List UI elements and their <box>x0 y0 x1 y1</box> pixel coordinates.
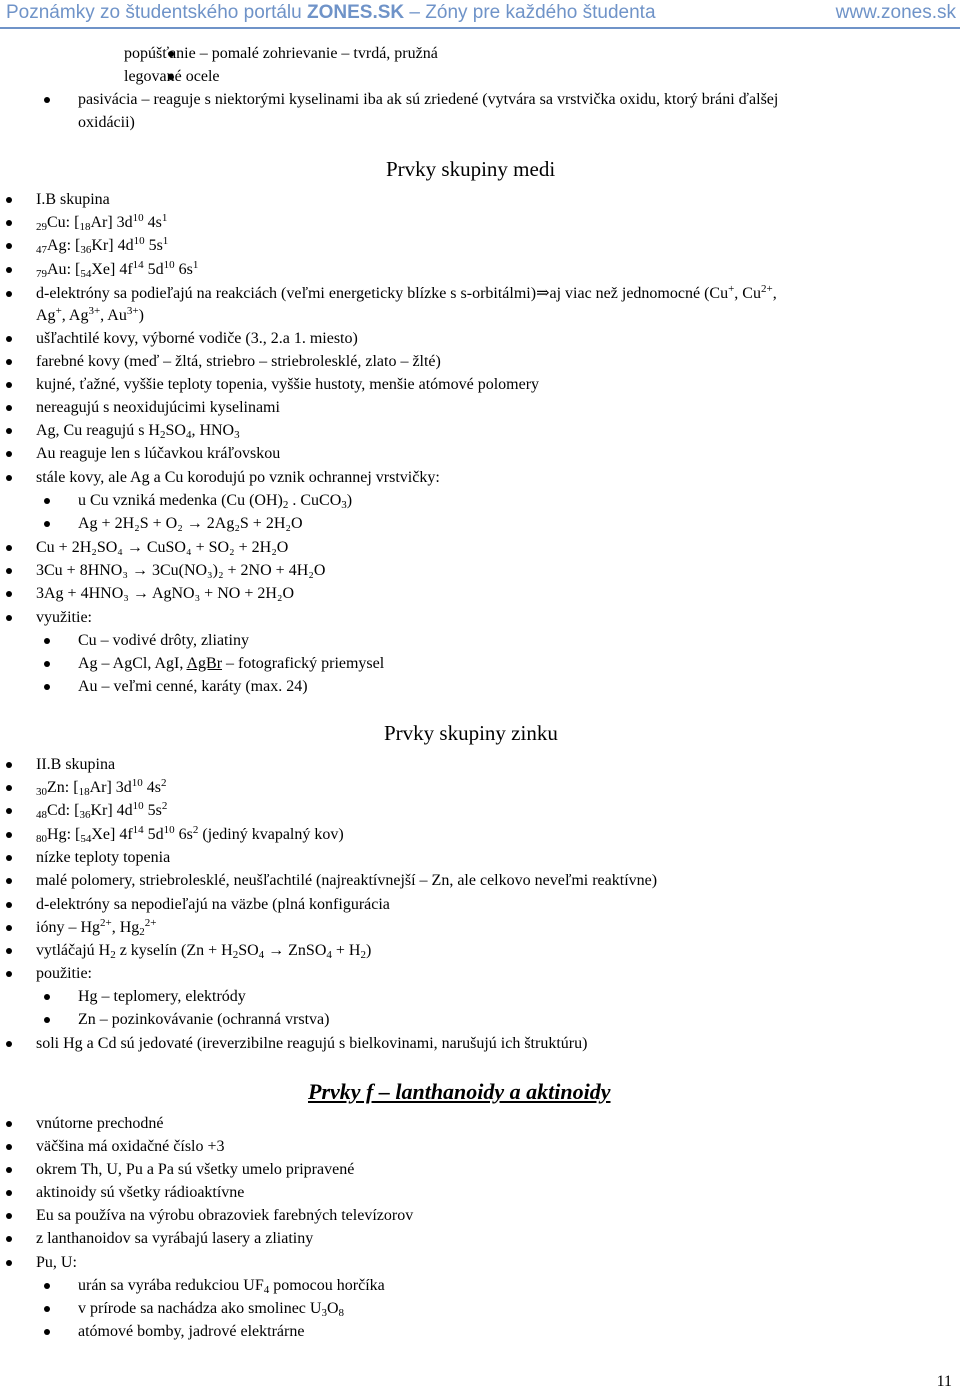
list-item-part: 3 <box>341 499 347 511</box>
config-au-c3: 6s <box>178 261 193 278</box>
list-item-part: Hg – teplomery, elektródy <box>78 988 246 1005</box>
config-zn-e2: 2 <box>161 777 167 789</box>
config-au-z: 79 <box>36 268 47 280</box>
reaction <box>36 561 325 581</box>
bullet <box>44 1306 50 1312</box>
list-item-part: I.B skupina <box>36 191 110 208</box>
list-item-part: → <box>264 942 289 959</box>
config-cd-e1: 10 <box>132 800 144 812</box>
config-cu-c2: 4s <box>147 214 162 231</box>
list-item-part: 4 <box>185 429 192 441</box>
list-item-part: aj viac než jednomocné (Cu <box>549 285 729 302</box>
list-item-part: 4 <box>258 949 265 961</box>
section-title-zinku: Prvky skupiny zinku <box>384 721 558 745</box>
bullet <box>6 267 12 273</box>
list-item-part: AgBr <box>186 655 223 672</box>
list-item <box>78 1010 329 1030</box>
config-au-c1: 4f <box>119 261 133 278</box>
list-item-part: Ag, Cu reagujú s H <box>36 422 160 439</box>
bullet <box>44 661 50 667</box>
list-item-continuation-part: 3+ <box>126 305 139 317</box>
bullet <box>6 878 12 884</box>
list-item <box>78 1322 304 1342</box>
config-zn-c1: 3d <box>115 779 132 796</box>
list-item <box>36 352 441 372</box>
config-cd-core-z: 36 <box>79 809 91 821</box>
list-item-part: 2 <box>139 926 145 938</box>
list-item-part: vnútorne prechodné <box>36 1115 164 1132</box>
bullet <box>6 785 12 791</box>
config-zn-core-z: 18 <box>78 786 90 798</box>
bullet <box>6 832 12 838</box>
list-item-part: Eu sa používa na výrobu obrazoviek farebných televízorov <box>36 1207 414 1224</box>
config-ag-sym: Ag <box>47 237 67 254</box>
list-item-part: ⇒ <box>536 285 550 302</box>
config-cu-core: Ar <box>90 214 108 231</box>
header-prefix: Poznámky zo študentského portálu <box>6 2 308 23</box>
config-au-c2: 5d <box>147 261 164 278</box>
list-item-part: nereagujú s neoxidujúcimi kyselinami <box>36 399 280 416</box>
config-zn-e1: 10 <box>131 777 143 789</box>
list-item <box>36 755 115 775</box>
config-cu-e2: 1 <box>161 212 168 224</box>
bullet <box>6 1121 12 1127</box>
config-cu-z: 29 <box>36 221 47 233</box>
list-item-part: ) <box>365 942 372 959</box>
list-item-part: ióny – Hg <box>36 919 100 936</box>
config-ag-c1: 4d <box>117 237 134 254</box>
list-item-part: ) <box>346 492 353 509</box>
bullet <box>6 428 12 434</box>
list-item-part: – fotografický priemysel <box>222 655 385 672</box>
bullet <box>44 521 50 527</box>
bullet <box>6 545 12 551</box>
list-item <box>36 444 280 464</box>
list-item <box>36 190 110 210</box>
list-item-part: nízke teploty topenia <box>36 849 171 866</box>
list-item <box>78 631 249 651</box>
list-item <box>36 1034 587 1054</box>
reaction-part: Cu + 2H₂SO₄ → CuSO₄ + SO₂ + 2H₂O <box>36 539 289 556</box>
config-cu: $_{29}$Cu: $[_{18}Ar]$ $3d^{10}$ $4s^1$ <box>36 212 168 233</box>
list-item-part: vytláčajú H <box>36 942 111 959</box>
list-item-continuation-part: , Au <box>100 307 127 324</box>
list-item-continuation-part: + <box>55 305 62 317</box>
header-url[interactable]: www.zones.sk <box>835 2 956 23</box>
config-hg-sym: Hg <box>47 826 67 843</box>
list-item-part: , <box>772 285 777 302</box>
config-hg-e1: 14 <box>132 824 144 836</box>
list-item <box>36 1114 164 1134</box>
bullet <box>44 97 50 103</box>
config-hg-note: (jediný kvapalný kov) <box>198 826 344 843</box>
list-item-part: ušľachtilé kovy, výborné vodiče (3., 2.a 1. miesto) <box>36 330 358 347</box>
config-cd-e2: 2 <box>161 800 168 812</box>
list-item <box>36 398 280 418</box>
config-ag-c2: 5s <box>148 237 163 254</box>
list-item <box>36 895 390 915</box>
list-item-part: 8 <box>338 1307 345 1319</box>
bullet <box>6 1190 12 1196</box>
config-ag-z: 47 <box>36 244 47 256</box>
config-hg-c2: 5d <box>147 826 164 843</box>
list-item <box>36 608 92 628</box>
list-item-part: Pu, U: <box>36 1254 77 1271</box>
config-hg-core-z: 54 <box>80 833 92 845</box>
bullet <box>6 925 12 931</box>
config-au-e1: 14 <box>132 259 144 271</box>
list-item-part: pomocou horčíka <box>269 1277 385 1294</box>
header-brand: ZONES.SK <box>307 2 405 23</box>
config-ag: $_{47}$Ag: $[_{36}Kr]$ $4d^{10}$ $5s^1$ <box>36 235 169 256</box>
bullet <box>44 1017 50 1023</box>
list-item-part: z kyselín (Zn + H <box>115 942 233 959</box>
list-item-part: SO <box>165 422 186 439</box>
list-item-part: pasivácia – reaguje s niektorými kyselinami iba ak sú zriedené (vytvára sa vrstvička oxidu, ktorý bráni ďalšej <box>78 91 779 108</box>
config-zn-c2: 4s <box>146 779 162 796</box>
list-item-part: Ag – AgCl, AgI, <box>78 655 187 672</box>
list-item <box>36 284 777 304</box>
list-item-part: legované ocele <box>124 68 220 85</box>
list-item-continuation-part: ) <box>138 307 144 324</box>
list-item-part: 2+ <box>144 917 157 929</box>
reaction-part: 3Ag + 4HNO₃ → AgNO₃ + NO + 2H₂O <box>36 585 295 602</box>
list-item-part: + <box>728 283 735 295</box>
list-item-part: väčšina má oxidačné číslo +3 <box>36 1138 225 1155</box>
config-cd-z: 48 <box>36 809 47 821</box>
list-item-part: d-elektróny sa nepodieľajú na väzbe (plná konfigurácia <box>36 896 390 913</box>
list-item-part: O <box>326 1300 339 1317</box>
list-item <box>36 375 539 395</box>
list-item-part: 2 <box>232 949 239 961</box>
list-item-part: 2 <box>110 949 116 961</box>
bullet <box>6 243 12 249</box>
bullet <box>6 971 12 977</box>
config-ag-core-z: 36 <box>80 244 92 256</box>
page-number: 11 <box>936 1373 952 1390</box>
config-ag-core: Kr <box>91 237 109 254</box>
list-item-continuation <box>78 113 135 133</box>
list-item-part: SO <box>238 942 259 959</box>
config-cd-sym: Cd <box>47 802 66 819</box>
list-item-part: Au – veľmi cenné, karáty (max. 24) <box>78 678 308 695</box>
bullet <box>6 382 12 388</box>
bullet <box>44 684 50 690</box>
list-item-part: využitie: <box>36 609 92 626</box>
bullet <box>6 1144 12 1150</box>
list-item <box>36 918 157 938</box>
list-item-part: ZnSO <box>288 942 327 959</box>
list-item-continuation-part: 3+ <box>88 305 101 317</box>
bullet <box>6 1213 12 1219</box>
bullet <box>6 1041 12 1047</box>
list-item <box>36 1229 313 1249</box>
list-item-part: okrem Th, U, Pu a Pa sú všetky umelo pripravené <box>36 1161 355 1178</box>
bullet <box>6 359 12 365</box>
reaction <box>36 538 288 558</box>
config-ag-e2: 1 <box>162 235 169 247</box>
bullet <box>44 1283 50 1289</box>
list-item-continuation <box>36 306 144 326</box>
list-item-part: u Cu vzniká medenka (Cu (OH) <box>78 492 283 509</box>
bullet <box>6 902 12 908</box>
list-item <box>36 964 92 984</box>
list-item-part: , Cu <box>734 285 761 302</box>
list-item-part: atómové bomby, jadrové elektrárne <box>78 1323 305 1340</box>
bullet <box>6 568 12 574</box>
list-item <box>124 44 438 64</box>
list-item <box>78 1299 344 1319</box>
list-item-part: Au reaguje len s lúčavkou kráľovskou <box>36 445 281 462</box>
list-item <box>78 1276 385 1296</box>
bullet <box>6 948 12 954</box>
list-item-part: farebné kovy (meď – žltá, striebro – striebrolesklé, zlato – žlté) <box>36 353 441 370</box>
config-cd: $_{48}$Cd: $[_{36}Kr]$ $4d^{10}$ $5s^2$ <box>36 800 168 821</box>
list-item-part: 2 <box>360 949 366 961</box>
config-au-e3: 1 <box>192 259 199 271</box>
bullet <box>6 762 12 768</box>
bullet <box>6 220 12 226</box>
config-au-core: Xe <box>91 261 110 278</box>
list-item-part: + H <box>331 942 361 959</box>
config-cu-e1: 10 <box>132 212 144 224</box>
list-item <box>36 1160 354 1180</box>
list-item-part: použitie: <box>36 965 92 982</box>
list-item <box>78 654 384 674</box>
config-ag-e1: 10 <box>133 235 145 247</box>
bullet <box>6 615 12 621</box>
reaction-part: 3Cu + 8HNO₃ → 3Cu(NO₃)₂ + 2NO + 4H₂O <box>36 562 326 579</box>
config-hg-c1: 4f <box>119 826 133 843</box>
config-cu-sym: Cu <box>47 214 66 231</box>
list-item-part: 4 <box>326 949 332 961</box>
reaction <box>36 584 294 604</box>
list-item-part: . CuCO <box>288 492 342 509</box>
reaction <box>78 514 303 534</box>
config-zn: $_{30}$Zn: $[_{18}Ar]$ $3d^{10}$ $4s^2$ <box>36 777 167 798</box>
list-item-continuation-part: Ag <box>36 307 56 324</box>
list-item <box>78 677 308 697</box>
list-item-part: Zn – pozinkovávanie (ochranná vrstva) <box>78 1011 330 1028</box>
list-item <box>36 941 371 961</box>
config-au-e2: 10 <box>163 259 175 271</box>
list-item <box>124 67 220 87</box>
header-suffix: – Zóny pre každého študenta <box>404 2 656 23</box>
bullet <box>44 498 50 504</box>
config-hg-core: Xe <box>91 826 110 843</box>
list-item-part: II.B skupina <box>36 756 116 773</box>
list-item <box>78 987 246 1007</box>
list-item-continuation-part: , Ag <box>61 307 89 324</box>
section-title-medi: Prvky skupiny medi <box>386 157 556 181</box>
list-item-part: 2+ <box>100 917 112 929</box>
list-item-part: popúšťanie – pomalé zohrievanie – tvrdá, pružná <box>124 45 438 62</box>
config-hg-e2: 10 <box>163 824 175 836</box>
bullet <box>6 405 12 411</box>
config-zn-core: Ar <box>89 779 107 796</box>
list-item <box>36 329 358 349</box>
config-cd-core: Kr <box>90 802 108 819</box>
config-cu-core-z: 18 <box>79 221 91 233</box>
list-item-part: 3 <box>234 429 240 441</box>
list-item-part: , Hg <box>111 919 140 936</box>
reaction-part: Ag + 2H₂S + O₂ → 2Ag₂S + 2H₂O <box>78 515 303 532</box>
list-item <box>36 871 657 891</box>
config-au: $_{79}$Au: $[_{54}Xe]$ $4f^{14}$ $5d^{10}$ $6s^1$ <box>36 259 199 280</box>
bullet <box>6 291 12 297</box>
bullet <box>44 1329 50 1335</box>
list-item <box>36 1137 225 1157</box>
list-item-part: Cu – vodivé drôty, zliatiny <box>78 632 249 649</box>
bullet <box>44 638 50 644</box>
bullet <box>6 808 12 814</box>
bullet <box>6 475 12 481</box>
bullet <box>6 451 12 457</box>
bullet <box>6 1260 12 1266</box>
list-item-part: d-elektróny sa podieľajú na reakciách (veľmi energeticky blízke s s-orbitálmi) <box>36 285 537 302</box>
list-item <box>36 421 240 441</box>
config-hg: $_{80}$Hg: $[_{54}Xe]$ $4f^{14}$ $5d^{10}$ $6s^2$ (jediný kvapalný kov) <box>36 824 344 845</box>
bullet <box>6 591 12 597</box>
config-cd-c2: 5s <box>147 802 162 819</box>
config-cd-c1: 4d <box>116 802 133 819</box>
list-item-part: z lanthanoidov sa vyrábajú lasery a zliatiny <box>36 1230 314 1247</box>
list-item-part: 3 <box>321 1307 327 1319</box>
list-item-part: soli Hg a Cd sú jedovaté (ireverzibilne reagujú s bielkovinami, narušujú ich štruktúru) <box>36 1035 588 1052</box>
list-item <box>78 491 352 511</box>
list-item <box>78 90 778 110</box>
list-item <box>36 848 170 868</box>
config-cu-c1: 3d <box>116 214 133 231</box>
config-hg-e3: 2 <box>192 824 199 836</box>
list-item-part: urán sa vyrába redukciou UF <box>78 1277 264 1294</box>
list-item-part: v prírode sa nachádza ako smolinec U <box>78 1300 322 1317</box>
list-item-part: 2+ <box>760 283 773 295</box>
bullet <box>6 855 12 861</box>
list-item-part: 4 <box>263 1284 270 1296</box>
list-item <box>36 1183 244 1203</box>
bullet <box>6 197 12 203</box>
list-item <box>36 1253 77 1273</box>
bullet <box>6 336 12 342</box>
config-au-sym: Au <box>47 261 67 278</box>
bullet <box>6 1236 12 1242</box>
bullet <box>6 1167 12 1173</box>
list-item-part: kujné, ťažné, vyššie teploty topenia, vyššie hustoty, menšie atómové polomery <box>36 376 540 393</box>
config-zn-z: 30 <box>36 786 47 798</box>
list-item-part: 2 <box>159 429 166 441</box>
section-title-fblock: Prvky f – lanthanoidy a aktinoidy <box>308 1079 611 1104</box>
list-item-part: aktinoidy sú všetky rádioaktívne <box>36 1184 245 1201</box>
list-item-part: malé polomery, striebrolesklé, neušľachtilé (najreaktívnejší – Zn, ale celkovo neveľmi reaktívne) <box>36 872 658 889</box>
config-zn-sym: Zn <box>47 779 65 796</box>
config-au-core-z: 54 <box>80 268 92 280</box>
list-item-continuation-part: oxidácii) <box>78 114 135 131</box>
config-hg-c3: 6s <box>178 826 193 843</box>
bullet <box>44 994 50 1000</box>
list-item-part: stále kovy, ale Ag a Cu korodujú po vznik ochrannej vrstvičky: <box>36 469 440 486</box>
list-item-part: , HNO <box>191 422 235 439</box>
list-item <box>36 1206 413 1226</box>
list-item-part: 2 <box>282 499 289 511</box>
list-item <box>36 468 440 488</box>
config-hg-z: 80 <box>36 833 47 845</box>
